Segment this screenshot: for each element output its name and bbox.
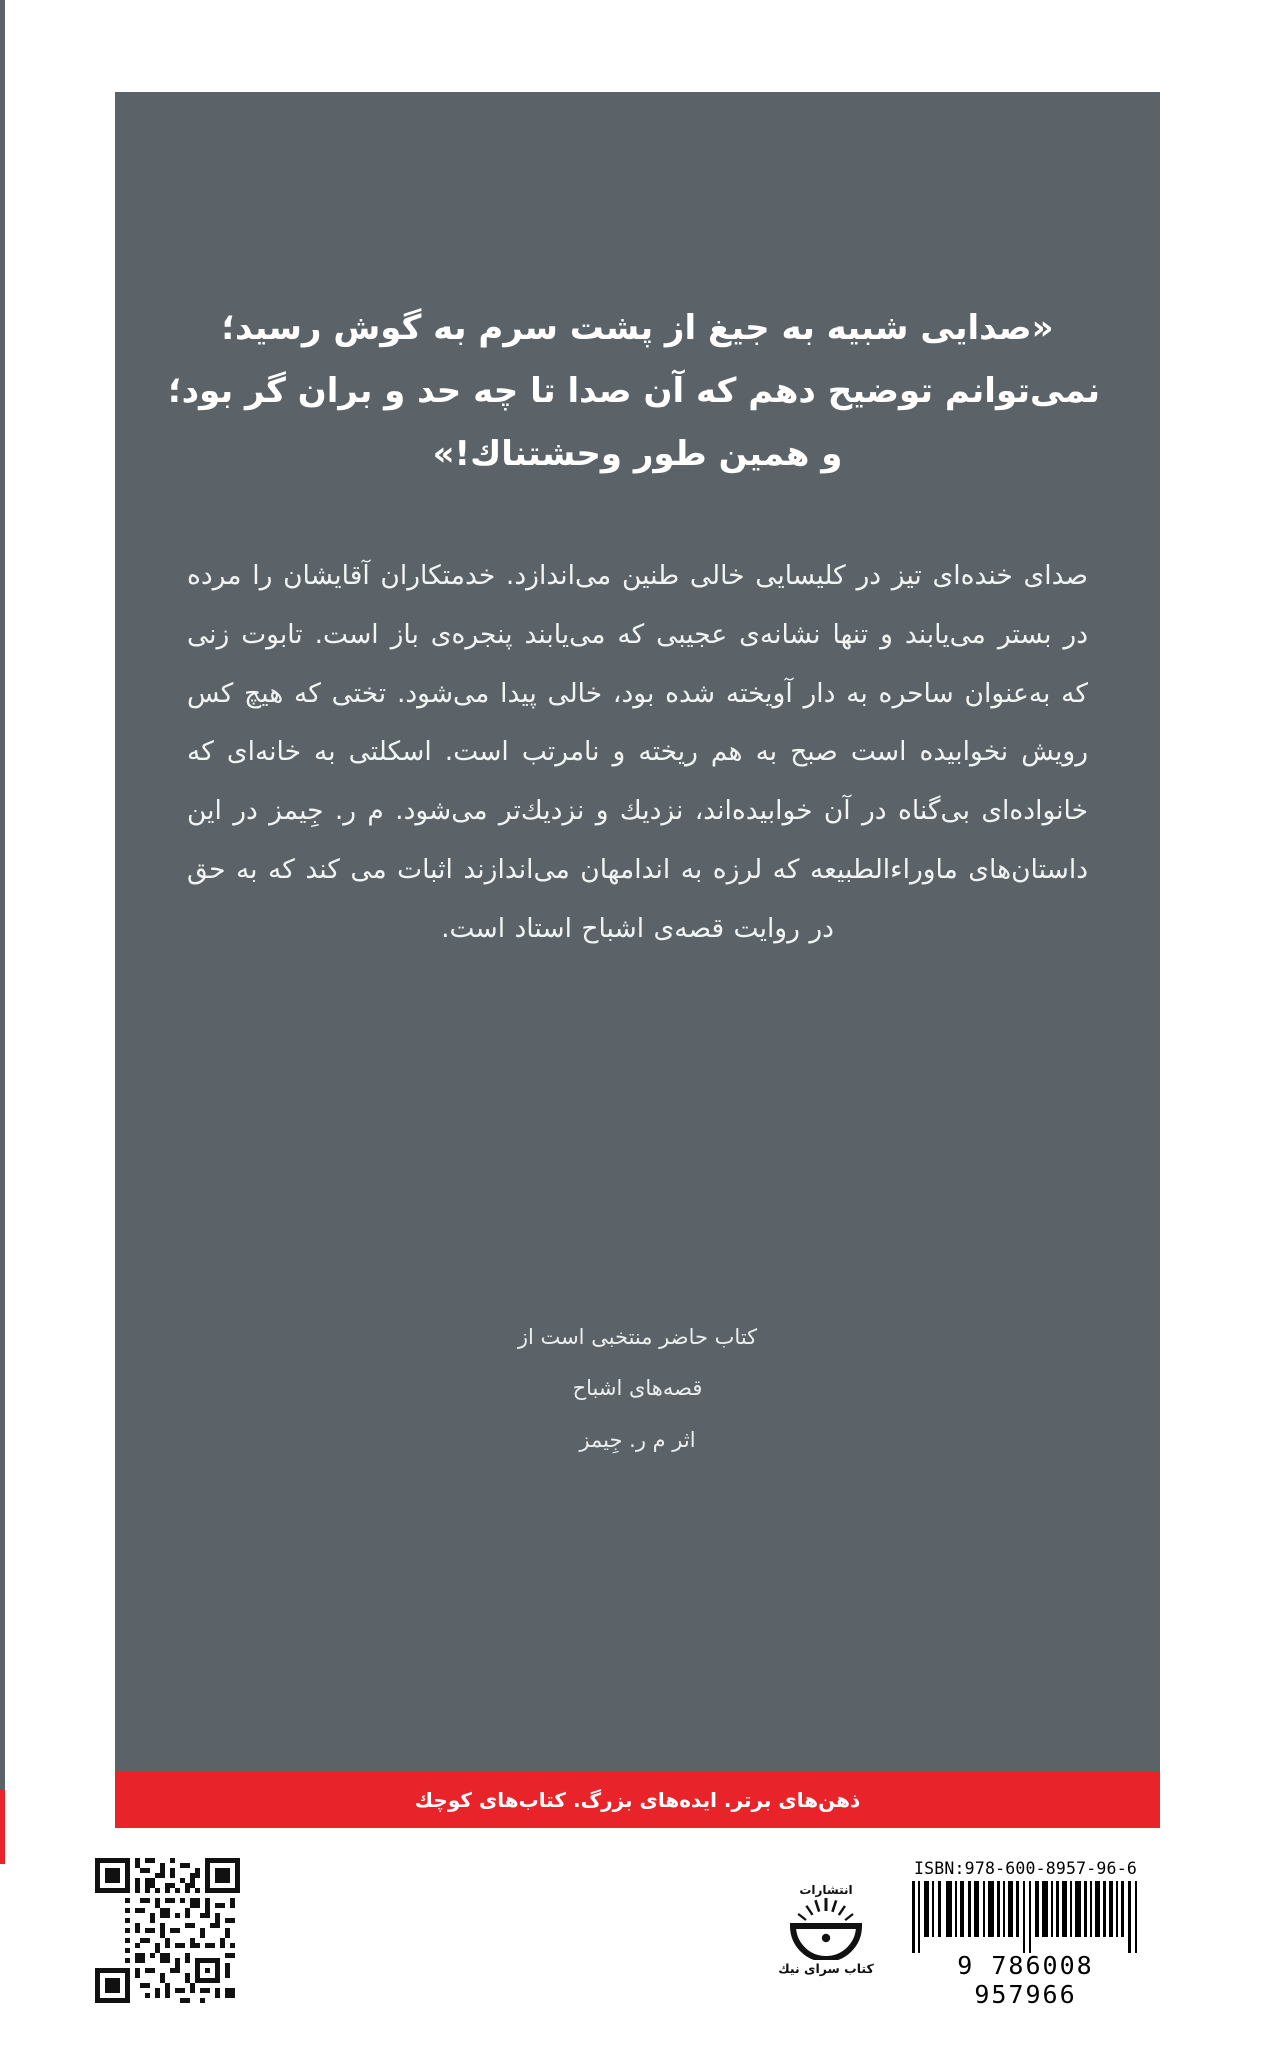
- blurb-text: صدای خنده‌ای تیز در کلیسایی خالی طنین می‌اندازد. خدمتکاران آقایشان را مرده در بستر می‌یابند و تنها نشانه‌ی عجیبی که می‌یابند پنجره‌ی باز است. تابوت زنی که به‌عنوان ساحره به دار آویخته شده بود، خالی پیدا می‌شود. تختی که هیچ کس رویش نخوابیده است صبح به هم ریخته و نامرتب است. اسکلتی به خانه‌ای که خانواده‌ای بی‌گناه در آن خوابیده‌اند، نزدیك و نزدیك‌تر می‌شود. م ر. جِیمز در این داستان‌های ماوراءالطبیعه که لرزه به اندامهان می‌اندازند اثبات می کند که به حق در روایت قصه‌ی اشباح استاد است.: [187, 560, 1088, 944]
- publisher-logo-top-text: انتشارات: [799, 1882, 853, 1897]
- attribution-line-2: قصه‌های اشباح: [572, 1376, 703, 1401]
- isbn-text: ISBN:978-600-8957-96-6: [914, 1859, 1137, 1878]
- isbn-barcode: [898, 1858, 1153, 2010]
- blurb-paragraph: [187, 547, 1088, 959]
- pull-quote-line-3: و همین طور وحشتناك!»: [432, 433, 843, 474]
- barcode-bars: [908, 1881, 1144, 1953]
- cover-panel: [115, 92, 1160, 1771]
- attribution-line-3: اثر م ر. جِیمز: [579, 1427, 696, 1452]
- barcode-digits: 9 786008 957966: [957, 1951, 1094, 2010]
- tagline-text: ذهن‌های برتر. ایده‌های بزرگ. کتاب‌های کوچك: [414, 1787, 861, 1812]
- spine-strip-gray: [0, 0, 5, 1790]
- pull-quote-line-2: نمی‌توانم توضیح دهم که آن صدا تا چه حد و بران گر بود؛: [168, 370, 1100, 411]
- pull-quote: [168, 297, 1100, 486]
- sunrise-eye-emblem: [789, 1898, 863, 1960]
- attribution-line-1: کتاب حاضر منتخبی است از: [517, 1325, 758, 1349]
- attribution-block: [115, 1312, 1160, 1466]
- cover-footer: [0, 1850, 1276, 2010]
- pull-quote-line-1: «صدایی شبیه به جیغ از پشت سرم به گوش رسید؛: [221, 308, 1054, 348]
- tagline-banner: [115, 1771, 1160, 1828]
- publisher-logo-bottom-text: کتاب سرای نیك: [778, 1960, 874, 1976]
- qr-code[interactable]: [95, 1858, 240, 2003]
- publisher-logo: [772, 1860, 880, 1998]
